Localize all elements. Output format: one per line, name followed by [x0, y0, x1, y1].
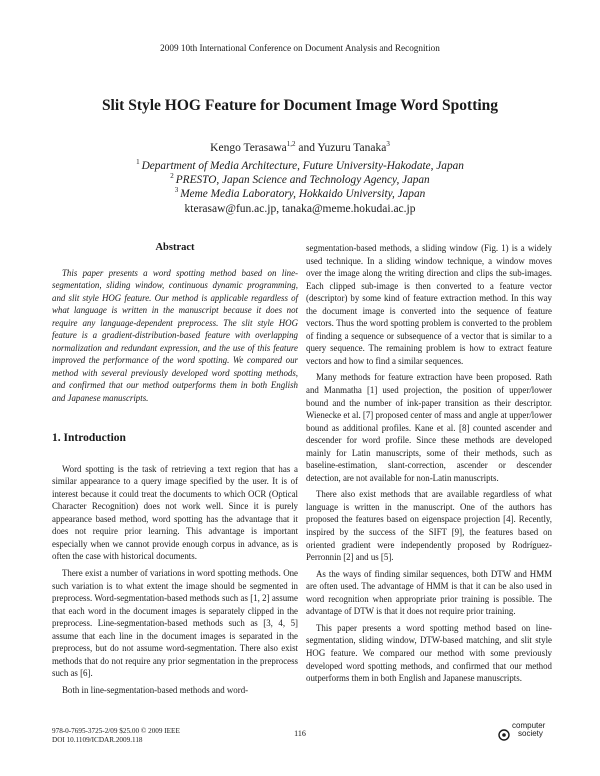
affiliation-text: PRESTO, Japan Science and Technology Agency, Japan — [175, 174, 430, 186]
body-paragraph: Many methods for feature extraction have been proposed. Rath and Manmatha [1] used projection, the position of upper/lower bound and the number of ink-paper transition as their descriptor. Wienecke et al. [7] proposed center of mass and angle at upper/lower bound as additional profiles. Kane et al. [8] counted ascender and descender for word profile. Since these methods are developed mainly for Latin manuscripts, some of their methods, such as baseline-estimation, slant-correction, ascender or descender detection, are not available for non-Latin manuscripts. — [306, 372, 552, 483]
author-name: Yuzuru Tanaka — [317, 142, 387, 154]
abstract-text: This paper presents a word spotting method based on line-segmentation, sliding window, continuous dynamic programming, and slit style HOG feature. Our method is applicable regardless of what language is written in the manuscript because it does not require any language-dependent preprocess. The slit style HOG feature is a gradient-distribution-based feature with overlapping normalization and redundant expression, and the use of this feature improved the performance of the word spotting. We compared our method with several previously developed word spotting methods, and confirmed that our method outperforms them in both English and Japanese manuscripts. — [52, 267, 298, 403]
page-number: 116 — [294, 729, 306, 738]
ieee-computer-society-logo — [498, 721, 560, 745]
footer-doi: DOI 10.1109/ICDAR.2009.118 — [52, 736, 143, 744]
body-paragraph: As the ways of finding similar sequences, both DTW and HMM are often used. The advantage of HMM is that it can be also used in word recognition when appropriate prior training is possible. The advantage of DTW is that it does not require prior training. — [306, 568, 552, 617]
abstract-heading: Abstract — [155, 242, 195, 253]
conference-header: 2009 10th International Conference on Document Analysis and Recognition — [160, 43, 440, 53]
affiliation-3 — [0, 188, 600, 200]
body-paragraph: This paper presents a word spotting method based on line-segmentation, sliding window, DTW-based matching, and slit style HOG feature. We compared our method with some previously developed word spotting methods, and confirmed that our method outperforms them in both English and Japanese manuscripts. — [306, 622, 552, 684]
section-heading-introduction: 1. Introduction — [52, 432, 126, 445]
author-affil-marker: 1,2 — [286, 140, 296, 149]
author-emails: kterasaw@fun.ac.jp, tanaka@meme.hokudai.ac.jp — [184, 203, 416, 215]
computer-society-mark-icon — [498, 729, 510, 741]
logo-text — [512, 722, 545, 737]
intro-paragraph: Both in line-segmentation-based methods and word- — [62, 684, 249, 695]
logo-line-2: society — [518, 728, 543, 738]
affiliation-number: 1 — [136, 158, 140, 167]
body-paragraph: segmentation-based methods, a sliding window (Fig. 1) is a widely used technique. In a sliding window technique, a window moves over the image along the writing direction and clips the sub-images. Each clipped sub-image is then converted to a feature vector (descriptor) by some kind of feature extraction method. In this way the document image is converted into the sequence of feature vectors. Thus the word spotting problem is converted to the problem of finding a sequence or subsequence of a vector that is similar to a query sequence. The remaining problem is how to extract feature vectors and how to find a similar sequences. — [306, 243, 552, 366]
affiliation-text: Meme Media Laboratory, Hokkaido University, Japan — [180, 188, 426, 200]
affiliation-2 — [0, 174, 600, 186]
left-column — [52, 242, 298, 700]
affiliation-text: Department of Media Architecture, Future University-Hakodate, Japan — [141, 160, 464, 172]
intro-paragraph: Word spotting is the task of retrieving a text region that has a similar appearance to a query image specified by the user. It is of interest because it could treat the documents to which OCR (Optical Character Recognition) does not work well. Since it is purely appearance based method, word spotting has the advantage that it does not require prior learning. This advantage is important especially when we cannot provide enough corpus in advance, as is often the case with historical documents. — [52, 463, 298, 562]
footer-isbn: 978-0-7695-3725-2/09 $25.00 © 2009 IEEE — [52, 727, 180, 735]
intro-paragraph: There exist a number of variations in word spotting methods. One such variation is to what extent the image should be segmented in preprocess. Word-segmentation-based methods such as [1, 2] assume that each word in the document images is separately clipped in the preprocess. Line-segmentation-based methods such as [3, 4, 5] assume that each line in the document images is separated in the preprocess, but do not assume word-segmentation. There also exist methods that do not require any prior segmentation in the preprocess such as [6]. — [52, 567, 298, 679]
author-name: Kengo Terasawa — [210, 142, 287, 154]
logo-line-1: computer — [512, 721, 546, 730]
author-conjunction: and — [295, 142, 318, 154]
affiliation-number: 2 — [170, 172, 174, 181]
body-paragraph: There also exist methods that are available regardless of what language is written in the manuscript. One of the authors has proposed the features based on eigenspace projection [4]. Recently, inspired by the success of the SIFT [9], the features based on oriented gradient were independently proposed by Rodríguez-Perronnin [2] and us [5]. — [306, 489, 552, 563]
affiliation-1 — [0, 160, 600, 172]
affiliation-number: 3 — [174, 186, 179, 195]
right-column — [306, 242, 552, 689]
author-line — [0, 142, 600, 154]
author-affil-marker: 3 — [386, 140, 390, 149]
paper-title: Slit Style HOG Feature for Document Image Word Spotting — [101, 97, 499, 114]
